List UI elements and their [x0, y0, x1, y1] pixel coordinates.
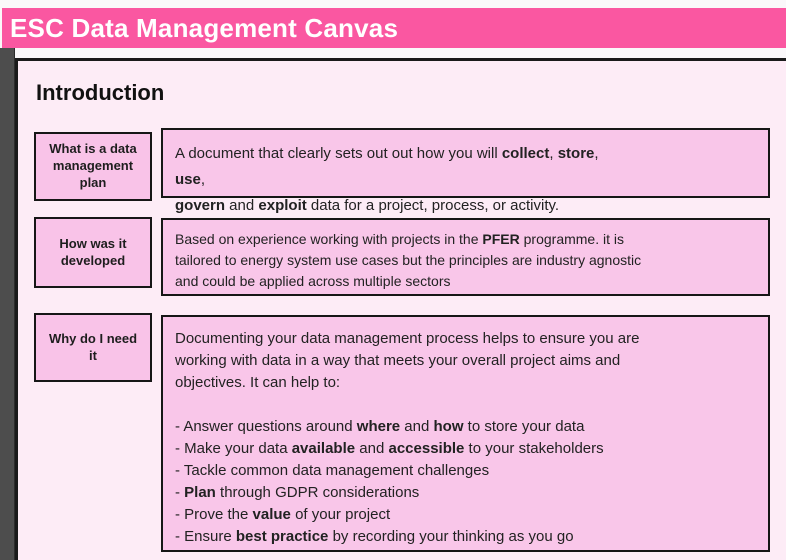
label-box-text: How was it developed [59, 235, 127, 268]
content-box-why-do-i-need-it [161, 315, 770, 552]
label-box-what-is-a-data-management-plan [34, 132, 152, 201]
label-box-why-do-i-need-it [34, 313, 152, 382]
content-text: Based on experience working with projects in the PFER programme. it is tailored to energy system use cases but the principles are industry agnostic and could be applied across multiple sectors [175, 231, 642, 289]
page-title: ESC Data Management Canvas [10, 12, 399, 43]
content-text: A document that clearly sets out out how you will collect, store, use, govern and exploit data for a project, process, or activity. [175, 145, 599, 214]
label-box-text: Why do I need it [48, 330, 138, 363]
content-box-what-is-a-data-management-plan [161, 128, 770, 214]
label-box-text: What is a data management plan [49, 141, 137, 190]
left-edge-strip [0, 48, 15, 560]
title-bar [2, 8, 786, 48]
label-box-how-was-it-developed [34, 217, 152, 288]
content-box-how-was-it-developed [161, 218, 770, 296]
content-text: Documenting your data management process helps to ensure you are working with data in a way that meets your overall project aims and objectives. It can help to: - Answer questions around where and how to store your data - Make your data available and accessible to your stakeholders - Tackle common data management challenges - Plan through GDPR considerations - Prove the value of your project - Ensure best practice by recording your thinking as you go [175, 330, 640, 545]
section-heading: Introduction [36, 80, 165, 105]
